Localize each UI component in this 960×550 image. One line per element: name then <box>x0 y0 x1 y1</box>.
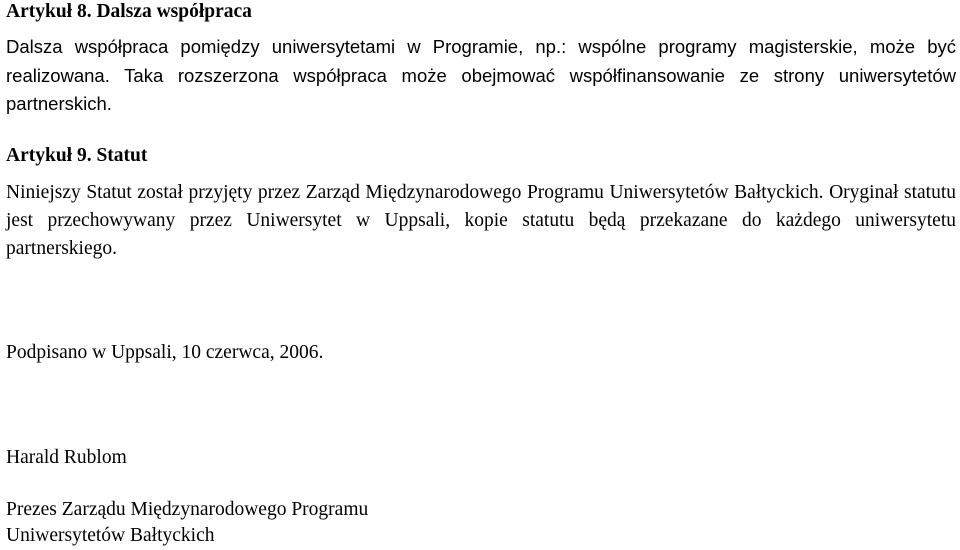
signatory-title-line-2: Uniwersytetów Bałtyckich <box>6 525 215 546</box>
article-9-body: Niniejszy Statut został przyjęty przez Zarząd Międzynarodowego Programu Uniwersytetów Bałtyckich. Oryginał statutu jest przechowywany przez Uniwersytet w Uppsali, kopie statutu będą przekazane do każdego uniwersytetu partnerskiego. <box>6 182 956 259</box>
article-8-heading: Artykuł 8. Dalsza współpraca <box>6 1 252 22</box>
signatory-title-line-1: Prezes Zarządu Międzynarodowego Programu <box>6 499 369 520</box>
signing-place-date: Podpisano w Uppsali, 10 czerwca, 2006. <box>6 342 324 363</box>
signatory-name: Harald Rublom <box>6 447 127 468</box>
article-8-body: Dalsza współpraca pomiędzy uniwersytetami w Programie, np.: wspólne programy magisterskie, może być realizowana. Taka rozszerzona współpraca może obejmować współfinansowanie ze strony uniwersytetów partnerskich. <box>6 36 956 114</box>
article-9-heading: Artykuł 9. Statut <box>6 145 148 166</box>
